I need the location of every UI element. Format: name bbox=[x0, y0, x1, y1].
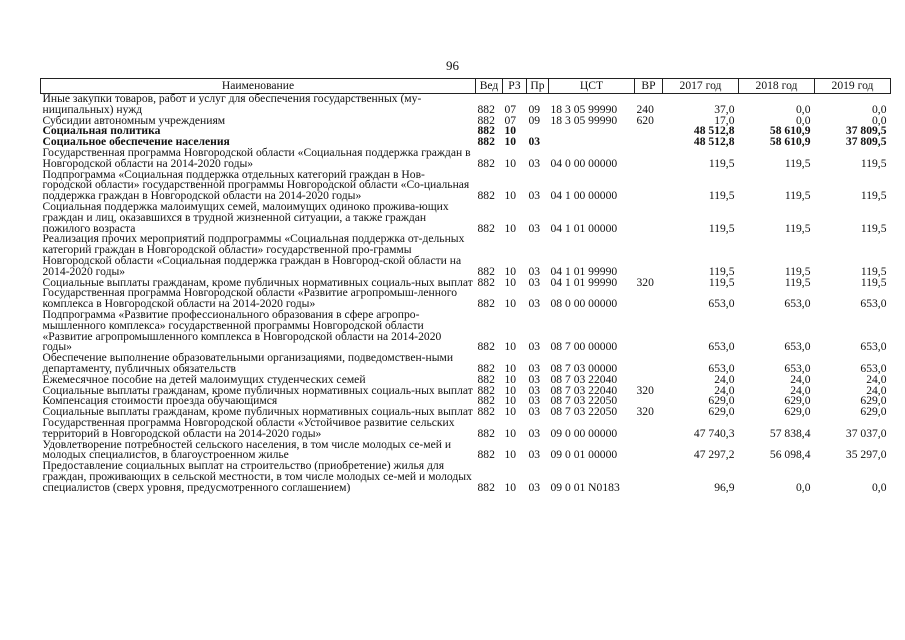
row-rz: 10 bbox=[504, 137, 517, 148]
row-pr: 03 bbox=[528, 277, 541, 289]
row-2017: 48 512,8 bbox=[693, 126, 735, 138]
row-2019: 119,5 bbox=[860, 221, 887, 235]
row-2017: 119,5 bbox=[708, 189, 735, 202]
row-pr: 03 bbox=[528, 407, 541, 418]
row-vr bbox=[635, 440, 663, 462]
row-pr: 03 bbox=[528, 137, 541, 148]
row-2018: 57 838,4 bbox=[769, 426, 811, 440]
row-cst: 08 0 00 00000 bbox=[550, 297, 618, 310]
table-row bbox=[41, 148, 891, 170]
row-2018: 119,5 bbox=[784, 156, 811, 170]
row-2018: 119,5 bbox=[784, 277, 811, 289]
row-ved: 882 bbox=[477, 374, 495, 386]
row-2018: 629,0 bbox=[784, 407, 811, 418]
row-2018: 58 610,9 bbox=[769, 137, 811, 148]
budget-table bbox=[40, 78, 891, 493]
table-row bbox=[41, 116, 891, 127]
row-name: Подпрограмма «Развитие профессионального образования в сфере агропро-мышленного комплекса» государственной программы Новгородской области «Развитие агропромышленного комплекса в Новгородской области на 2014-2020 годы» bbox=[42, 307, 442, 354]
row-ved: 882 bbox=[477, 385, 495, 397]
table-row bbox=[41, 440, 891, 462]
row-cst: 08 7 00 00000 bbox=[550, 340, 618, 354]
row-2017: 119,5 bbox=[708, 277, 735, 289]
row-vr bbox=[635, 126, 663, 137]
row-ved: 882 bbox=[477, 126, 495, 138]
row-2018: 119,5 bbox=[784, 264, 811, 278]
row-cst: 04 1 00 00000 bbox=[550, 189, 618, 202]
row-2017: 653,0 bbox=[708, 340, 735, 354]
row-ved: 882 bbox=[477, 189, 495, 202]
row-pr: 03 bbox=[528, 426, 541, 440]
row-2018: 58 610,9 bbox=[769, 126, 811, 138]
row-pr: 03 bbox=[528, 480, 541, 494]
row-pr: 03 bbox=[528, 221, 541, 235]
row-2018: 119,5 bbox=[784, 221, 811, 235]
row-cst bbox=[549, 137, 635, 148]
row-vr: 620 bbox=[636, 115, 654, 127]
row-rz: 10 bbox=[504, 189, 517, 202]
row-cst: 04 0 00 00000 bbox=[550, 156, 618, 170]
header-2019: 2019 год bbox=[815, 79, 891, 94]
row-cst: 09 0 01 00000 bbox=[550, 448, 618, 462]
row-2019: 24,0 bbox=[866, 374, 887, 386]
row-cst: 08 7 03 22040 bbox=[550, 374, 618, 386]
header-2018: 2018 год bbox=[739, 79, 815, 94]
row-2019: 653,0 bbox=[860, 340, 887, 354]
row-pr: 03 bbox=[528, 156, 541, 170]
row-vr bbox=[635, 310, 663, 353]
row-ved: 882 bbox=[477, 264, 495, 278]
row-name: Государственная программа Новгородской области «Развитие агропромыш-ленного комплекса в Новгородской области на 2014-2020 годы» bbox=[42, 286, 458, 311]
row-2019: 0,0 bbox=[872, 480, 887, 494]
row-2017: 24,0 bbox=[714, 374, 735, 386]
row-rz: 07 bbox=[504, 115, 517, 127]
row-ved: 882 bbox=[477, 396, 495, 408]
row-cst: 08 7 03 22050 bbox=[550, 396, 618, 408]
row-name: Социальные выплаты гражданам, кроме публичных нормативных социаль-ных выплат bbox=[42, 275, 473, 289]
row-ved: 882 bbox=[477, 361, 495, 375]
row-vr bbox=[635, 202, 663, 234]
row-vr bbox=[635, 353, 663, 375]
row-name: Социальная поддержка малоимущих семей, малоимущих одиноко прожива-ющих граждан и лиц, оказавшихся в трудной жизненной ситуации, а также граждан пожилого возраста bbox=[42, 199, 449, 235]
row-2017: 47 740,3 bbox=[693, 426, 735, 440]
header-cst: ЦСТ bbox=[549, 79, 635, 94]
row-pr bbox=[527, 126, 549, 137]
row-2017: 653,0 bbox=[708, 297, 735, 310]
row-2018: 24,0 bbox=[790, 385, 811, 397]
row-cst: 09 0 00 00000 bbox=[550, 426, 618, 440]
row-2018: 0,0 bbox=[796, 480, 811, 494]
row-vr bbox=[635, 288, 663, 310]
row-2017: 24,0 bbox=[714, 385, 735, 397]
row-2019: 37 809,5 bbox=[845, 126, 887, 138]
row-rz: 10 bbox=[504, 374, 517, 386]
table-row bbox=[41, 310, 891, 353]
row-cst: 08 7 03 22050 bbox=[550, 407, 618, 418]
row-2019: 35 297,0 bbox=[845, 448, 887, 462]
row-2019: 37 809,5 bbox=[845, 137, 887, 148]
row-cst: 04 1 01 99990 bbox=[550, 264, 618, 278]
row-name: Иные закупки товаров, работ и услуг для обеспечения государственных (му-ниципальных) нужд bbox=[42, 92, 422, 116]
row-2019: 629,0 bbox=[860, 407, 887, 418]
row-vr: 320 bbox=[636, 385, 654, 397]
row-2017: 119,5 bbox=[708, 156, 735, 170]
row-2018: 653,0 bbox=[784, 340, 811, 354]
row-name: Социальное обеспечение населения bbox=[42, 135, 230, 149]
header-vr: ВР bbox=[635, 79, 663, 94]
row-2019: 119,5 bbox=[860, 277, 887, 289]
row-vr bbox=[635, 418, 663, 440]
row-2018: 56 098,4 bbox=[769, 448, 811, 462]
table-row bbox=[41, 288, 891, 310]
table-row bbox=[41, 234, 891, 277]
table-body bbox=[41, 94, 891, 494]
row-name: Государственная программа Новгородской области «Устойчивое развитие сельских территорий в Новгородской области на 2014-2020 годы» bbox=[42, 415, 455, 440]
row-2017: 47 297,2 bbox=[693, 448, 735, 462]
row-cst: 04 1 01 00000 bbox=[550, 221, 618, 235]
row-2017: 17,0 bbox=[714, 115, 735, 127]
row-name: Социальные выплаты гражданам, кроме публичных нормативных социаль-ных выплат bbox=[42, 383, 473, 397]
row-pr: 03 bbox=[528, 374, 541, 386]
row-name: Реализация прочих мероприятий подпрограммы «Социальная поддержка от-дельных категорий граждан в Новгородской области» государственной про-граммы Новгородской области «Социальная поддержка граждан в Новгород-ской области на 2014-2020 годы» bbox=[42, 232, 465, 278]
row-2019: 119,5 bbox=[860, 156, 887, 170]
row-rz: 10 bbox=[504, 297, 517, 310]
row-pr: 03 bbox=[528, 264, 541, 278]
row-2019: 24,0 bbox=[866, 385, 887, 397]
header-ved: Вед bbox=[476, 79, 503, 94]
table-row bbox=[41, 461, 891, 493]
header-rz: РЗ bbox=[503, 79, 527, 94]
row-rz: 10 bbox=[504, 396, 517, 408]
row-ved: 882 bbox=[477, 277, 495, 289]
row-cst: 04 1 01 99990 bbox=[550, 277, 618, 289]
row-cst: 08 7 03 22040 bbox=[550, 385, 618, 397]
row-pr: 03 bbox=[528, 396, 541, 408]
row-vr bbox=[635, 148, 663, 170]
row-name: Подпрограмма «Социальная поддержка отдельных категорий граждан в Нов-городской области» государственной программы Новгородской области «Со-циальная поддержка граждан в Новгородской области на 2014-2020 годы» bbox=[42, 167, 470, 203]
row-ved: 882 bbox=[477, 115, 495, 127]
row-name: Компенсация стоимости проезда обучающимся bbox=[42, 394, 278, 408]
row-rz: 10 bbox=[504, 448, 517, 462]
row-2017: 653,0 bbox=[708, 361, 735, 375]
row-cst bbox=[549, 126, 635, 137]
table-row bbox=[41, 94, 891, 116]
header-pr: Пр bbox=[527, 79, 549, 94]
row-cst: 08 7 03 00000 bbox=[550, 361, 618, 375]
row-pr: 03 bbox=[528, 189, 541, 202]
row-vr bbox=[635, 234, 663, 277]
row-ved: 882 bbox=[477, 480, 495, 494]
row-cst: 18 3 05 99990 bbox=[550, 115, 618, 127]
row-rz: 10 bbox=[504, 221, 517, 235]
row-2017: 37,0 bbox=[714, 102, 735, 116]
table-row bbox=[41, 202, 891, 234]
row-cst: 18 3 05 99990 bbox=[550, 102, 618, 116]
table-row bbox=[41, 170, 891, 202]
row-pr: 03 bbox=[528, 448, 541, 462]
row-pr: 03 bbox=[528, 340, 541, 354]
row-ved: 882 bbox=[477, 102, 495, 116]
row-ved: 882 bbox=[477, 137, 495, 148]
row-2019: 0,0 bbox=[872, 115, 887, 127]
row-name: Удовлетворение потребностей сельского населения, в том числе молодых се-мей и молодых специалистов, в благоустроенном жилье bbox=[42, 437, 452, 462]
row-ved: 882 bbox=[477, 340, 495, 354]
row-vr: 240 bbox=[636, 102, 654, 116]
row-rz: 10 bbox=[504, 126, 517, 138]
header-name: Наименование bbox=[41, 79, 476, 94]
row-rz: 10 bbox=[504, 277, 517, 289]
row-name: Социальная политика bbox=[42, 124, 161, 138]
row-ved: 882 bbox=[477, 448, 495, 462]
row-2019: 653,0 bbox=[860, 361, 887, 375]
row-ved: 882 bbox=[477, 426, 495, 440]
row-2018: 24,0 bbox=[790, 374, 811, 386]
row-ved: 882 bbox=[477, 156, 495, 170]
header-2017: 2017 год bbox=[663, 79, 739, 94]
row-vr bbox=[635, 461, 663, 493]
row-rz: 10 bbox=[504, 407, 517, 418]
row-2018: 629,0 bbox=[784, 396, 811, 408]
row-vr bbox=[635, 396, 663, 407]
row-2017: 119,5 bbox=[708, 264, 735, 278]
row-name: Ежемесячное пособие на детей малоимущих студенческих семей bbox=[42, 372, 366, 386]
row-2018: 653,0 bbox=[784, 361, 811, 375]
row-2018: 119,5 bbox=[784, 189, 811, 202]
row-name: Государственная программа Новгородской области «Социальная поддержка граждан в Новгородской области на 2014-2020 годы» bbox=[42, 145, 471, 170]
row-ved: 882 bbox=[477, 221, 495, 235]
row-2019: 119,5 bbox=[860, 189, 887, 202]
row-ved: 882 bbox=[477, 407, 495, 418]
page-number: 96 bbox=[446, 58, 459, 73]
row-rz: 10 bbox=[504, 264, 517, 278]
table-row bbox=[41, 418, 891, 440]
row-name: Обеспечение выполнение образовательными организациями, подведомствен-ными департаменту, публичных обязательств bbox=[42, 351, 454, 375]
table-row bbox=[41, 353, 891, 375]
row-2019: 119,5 bbox=[860, 264, 887, 278]
row-name: Субсидии автономным учреждениям bbox=[42, 113, 226, 127]
row-rz: 10 bbox=[504, 340, 517, 354]
row-2018: 653,0 bbox=[784, 297, 811, 310]
row-2019: 653,0 bbox=[860, 297, 887, 310]
row-2017: 119,5 bbox=[708, 221, 735, 235]
row-2017: 96,9 bbox=[714, 480, 735, 494]
row-2019: 629,0 bbox=[860, 396, 887, 408]
row-vr bbox=[635, 375, 663, 386]
row-rz: 10 bbox=[504, 361, 517, 375]
row-rz: 07 bbox=[504, 102, 517, 116]
row-pr: 03 bbox=[528, 385, 541, 397]
row-pr: 03 bbox=[528, 361, 541, 375]
row-pr: 03 bbox=[528, 297, 541, 310]
row-ved: 882 bbox=[477, 297, 495, 310]
row-rz: 10 bbox=[504, 426, 517, 440]
row-vr: 320 bbox=[636, 407, 654, 418]
row-pr: 09 bbox=[528, 102, 541, 116]
row-rz: 10 bbox=[504, 156, 517, 170]
row-2018: 0,0 bbox=[796, 102, 811, 116]
row-2018: 0,0 bbox=[796, 115, 811, 127]
row-vr bbox=[635, 170, 663, 202]
row-rz: 10 bbox=[504, 480, 517, 494]
row-rz: 10 bbox=[504, 385, 517, 397]
row-2019: 37 037,0 bbox=[845, 426, 887, 440]
row-2017: 629,0 bbox=[708, 407, 735, 418]
row-vr bbox=[635, 137, 663, 148]
row-2017: 48 512,8 bbox=[693, 137, 735, 148]
row-2019: 0,0 bbox=[872, 102, 887, 116]
row-cst: 09 0 01 N0183 bbox=[550, 480, 620, 494]
row-name: Социальные выплаты гражданам, кроме публичных нормативных социаль-ных выплат bbox=[42, 405, 473, 419]
row-2017: 629,0 bbox=[708, 396, 735, 408]
row-vr: 320 bbox=[636, 277, 654, 289]
row-pr: 09 bbox=[528, 115, 541, 127]
row-name: Предоставление социальных выплат на строительство (приобретение) жилья для граждан, проживающих в сельской местности, в том числе молодых се-мей и молодых специалистов (сверх уровня, предусмотренного соглашением) bbox=[42, 459, 472, 494]
